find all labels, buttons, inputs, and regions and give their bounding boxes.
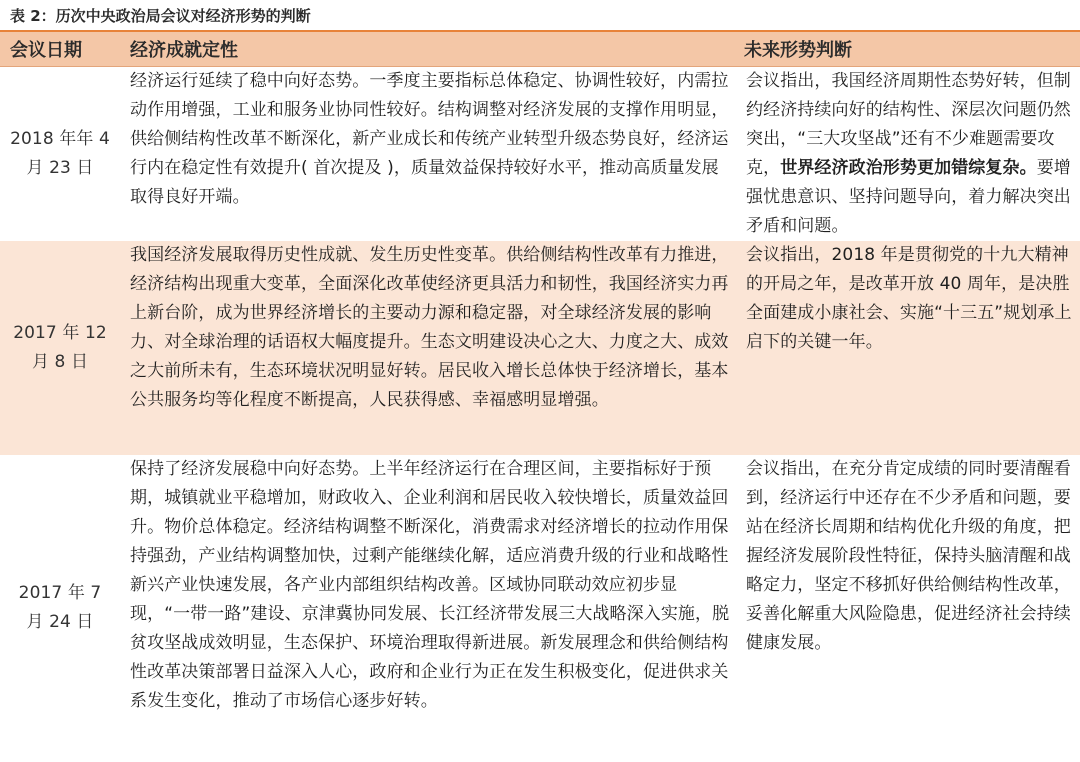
judgment-text: 会议指出，在充分肯定成绩的同时要清醒看到，经济运行中还存在不少矛盾和问题，要站在经济长周期和结构优化升级的角度，把握经济发展阶段性特征，保持头脑清醒和战略定力，坚定不移抓好供给侧结构性改革，妥善化解重大风险隐患，促进经济社会持续健康发展。: [746, 459, 1071, 653]
header-future-judgment: 未来形势判断: [736, 32, 1080, 67]
header-meeting-date: 会议日期: [0, 32, 120, 67]
achievement-text: 经济运行延续了稳中向好态势。一季度主要指标总体稳定、协调性较好，内需拉动作用增强，工业和服务业协同性较好。结构调整对经济发展的支撑作用明显，供给侧结构性改革不断深化，新产业成长和传统产业转型升级态势良好，经济运行内在稳定性有效提升( 首次提及 )，质量效益保持较好水平，推动高质量发展取得良好开端。: [130, 71, 729, 207]
meeting-date: 2017 年 7 月 24 日: [18, 583, 102, 632]
header-achievement: 经济成就定性: [120, 32, 736, 67]
judgment-text-part: 会议指出，我国经济周期性态势好转，但制约经济持续向好的结构性、深层次问题仍然突出，“三大攻坚战”还有不少难题需要攻克，: [746, 71, 1071, 178]
achievement-text: 保持了经济发展稳中向好态势。上半年经济运行在合理区间，主要指标好于预期，城镇就业平稳增加，财政收入、企业利润和居民收入较快增长，质量效益回升。物价总体稳定。经济结构调整不断深化，消费需求对经济增长的拉动作用保持强劲，产业结构调整加快，过剩产能继续化解，适应消费升级的行业和战略性新兴产业快速发展，各产业内部组织结构改善。区域协同联动效应初步显现，“一带一路”建设、京津冀协同发展、长江经济带发展三大战略深入实施，脱贫攻坚战成效明显，生态保护、环境治理取得新进展。新发展理念和供给侧结构性改革决策部署日益深入人心，政府和企业行为正在发生积极变化，促进供求关系发生变化，推动了市场信心逐步好转。: [130, 459, 730, 711]
table-row: [0, 455, 1080, 761]
judgment-text: [736, 67, 1080, 242]
table-header-row: [0, 32, 1080, 67]
policy-judgment-table: [0, 32, 1080, 761]
meeting-date: 2018 年年 4 月 23 日: [10, 129, 110, 178]
meeting-date: 2017 年 12 月 8 日: [0, 241, 120, 455]
achievement-text: 我国经济发展取得历史性成就、发生历史性变革。供给侧结构性改革有力推进，经济结构出现重大变革，全面深化改革使经济更具活力和韧性，我国经济实力再上新台阶，成为世界经济增长的主要动力源和稳定器，对全球经济发展的影响力、对全球治理的话语权大幅度提升。生态文明建设决心之大、力度之大、成效之大前所未有，生态环境状况明显好转。居民收入增长总体快于经济增长，基本公共服务均等化程度不断提高，人民获得感、幸福感明显增强。: [120, 241, 736, 455]
table-row: [0, 67, 1080, 242]
judgment-text-part: 要增强忧患意识、坚持问题导向，着力解决突出矛盾和问题。: [746, 158, 1071, 236]
table-row: [0, 241, 1080, 455]
table-caption: 表 2：历次中央政治局会议对经济形势的判断: [0, 0, 1080, 32]
judgment-text: 会议指出，2018 年是贯彻党的十九大精神的开局之年，是改革开放 40 周年，是决胜全面建成小康社会、实施“十三五”规划承上启下的关键一年。: [736, 241, 1080, 455]
judgment-emphasis: 世界经济政治形势更加错综复杂。: [780, 158, 1037, 178]
